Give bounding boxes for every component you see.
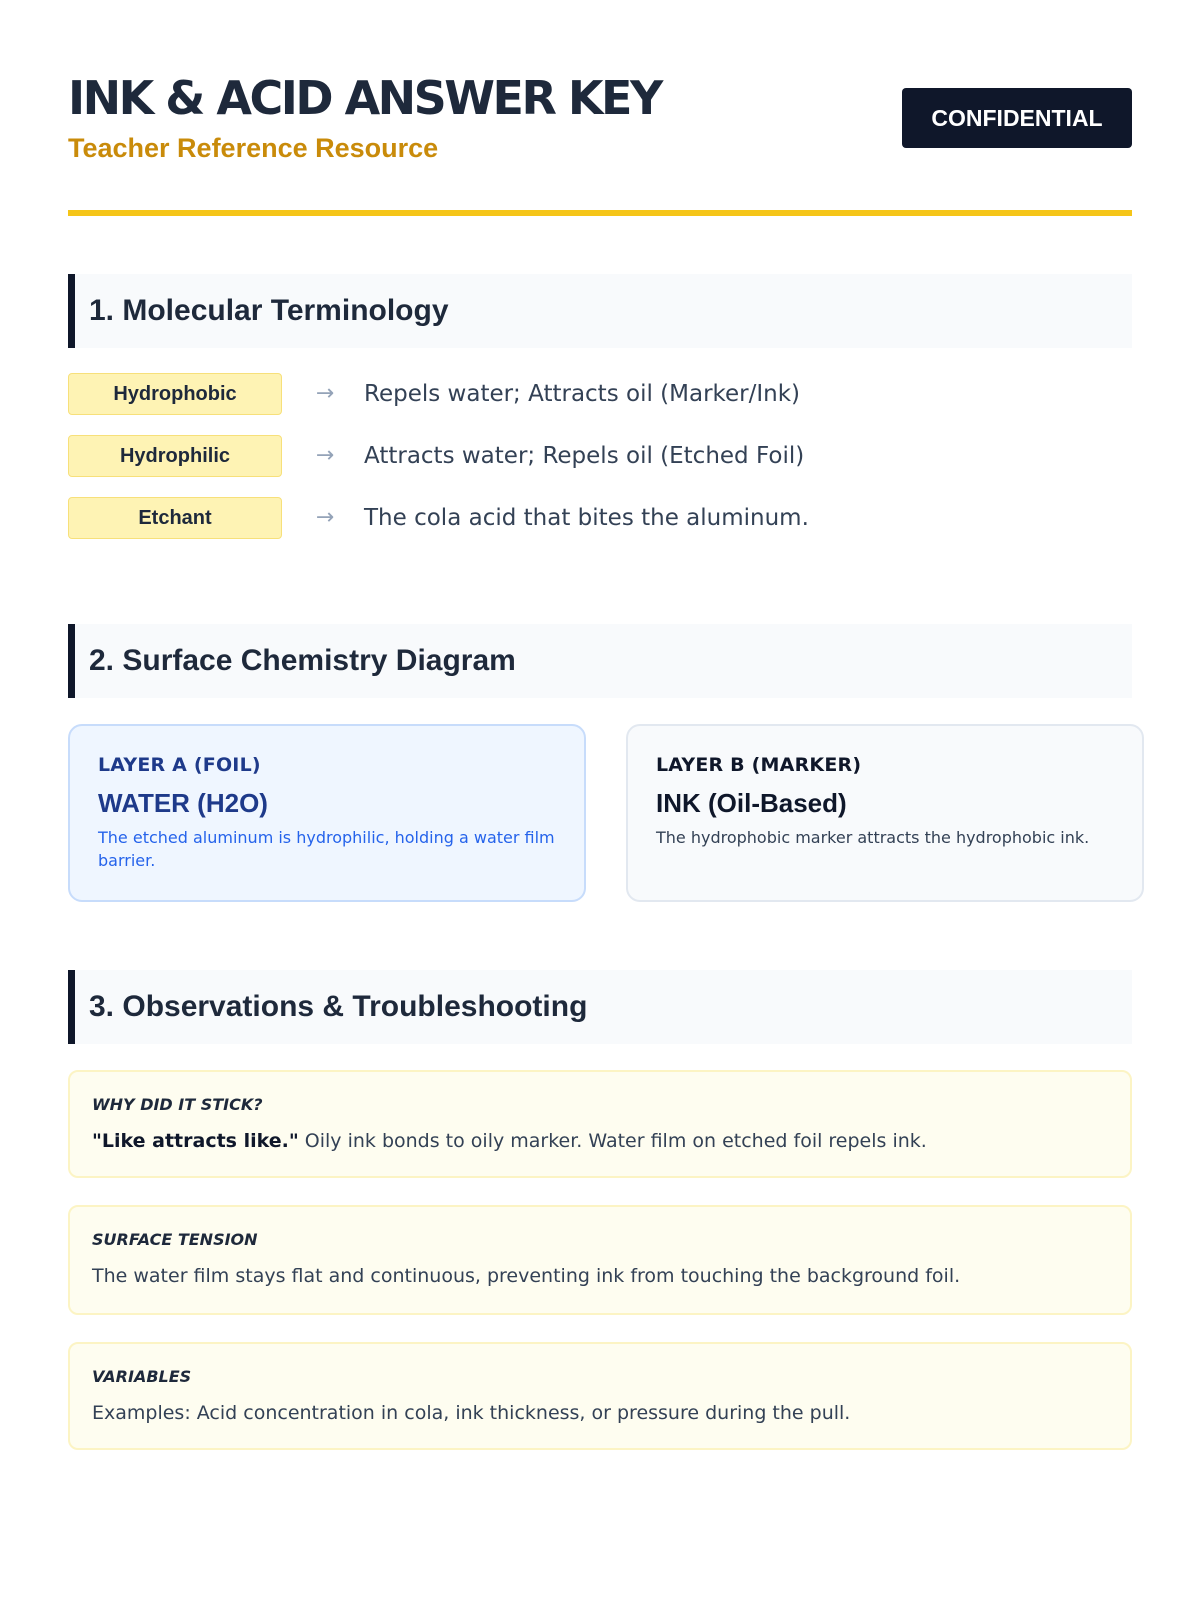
layer-substance: INK (Oil-Based) <box>656 788 847 818</box>
layer-description: The etched aluminum is hydrophilic, holding a water film barrier. <box>98 828 555 870</box>
term-tag: Etchant <box>68 497 282 539</box>
term-definition: The cola acid that bites the aluminum. <box>364 505 809 531</box>
observation-body: Oily ink bonds to oily marker. Water film on etched foil repels ink. <box>298 1130 927 1152</box>
confidential-badge: CONFIDENTIAL <box>902 88 1132 148</box>
arrow-right-icon: → <box>315 443 335 468</box>
observation-text <box>92 1128 1108 1154</box>
observation-lead: "Like attracts like." <box>92 1130 299 1152</box>
term-row <box>68 435 1132 477</box>
term-tag: Hydrophobic <box>68 373 282 415</box>
arrow-right-icon: → <box>315 505 335 530</box>
observation-title: WHY DID IT STICK? <box>92 1095 263 1114</box>
observation-body: The water film stays flat and continuous, preventing ink from touching the background foil. <box>92 1265 961 1287</box>
term-definition: Attracts water; Repels oil (Etched Foil) <box>364 443 805 469</box>
observation-title: SURFACE TENSION <box>92 1230 258 1249</box>
observation-card-variables <box>68 1342 1132 1450</box>
section-header-observations: 3. Observations & Troubleshooting <box>68 970 1132 1044</box>
layer-label: LAYER A (FOIL) <box>98 754 261 776</box>
arrow-right-icon: → <box>315 381 335 406</box>
page-title: INK & ACID ANSWER KEY <box>68 71 661 125</box>
layer-b-card <box>626 724 1144 902</box>
term-tag: Hydrophilic <box>68 435 282 477</box>
observation-card-surface-tension <box>68 1205 1132 1315</box>
section-header-diagram: 2. Surface Chemistry Diagram <box>68 624 1132 698</box>
observation-body: Examples: Acid concentration in cola, ink thickness, or pressure during the pull. <box>92 1402 851 1424</box>
term-definition: Repels water; Attracts oil (Marker/Ink) <box>364 381 801 407</box>
page-header <box>68 0 1132 216</box>
term-row <box>68 497 1132 539</box>
observation-card-why-stick <box>68 1070 1132 1178</box>
page-subtitle: Teacher Reference Resource <box>68 133 439 163</box>
observation-title: VARIABLES <box>92 1367 192 1386</box>
section-header-terminology: 1. Molecular Terminology <box>68 274 1132 348</box>
layer-substance: WATER (H2O) <box>98 788 268 818</box>
layer-description: The hydrophobic marker attracts the hydrophobic ink. <box>656 828 1090 847</box>
layer-label: LAYER B (MARKER) <box>656 754 862 776</box>
term-row <box>68 373 1132 415</box>
layer-a-card <box>68 724 586 902</box>
